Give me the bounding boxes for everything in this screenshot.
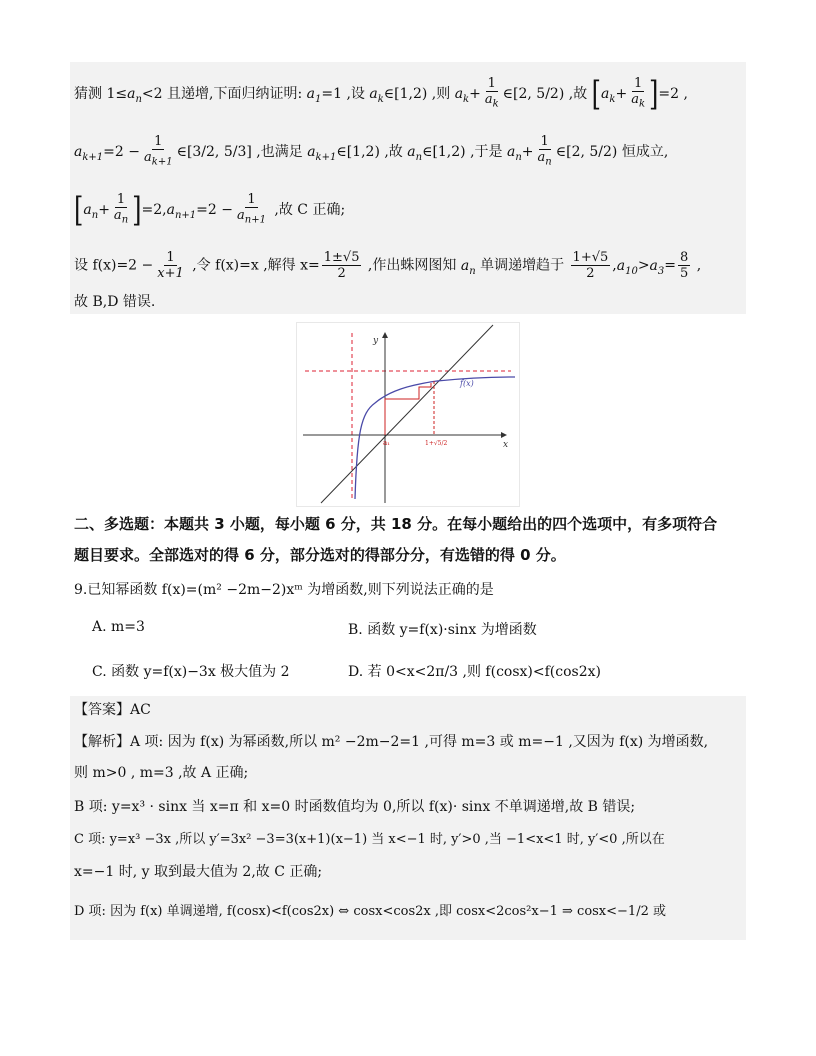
solution-line-3: [$a_n+$ $\frac{1}{a_n}$ ]$=2,a_{n+1}=2$ − $\frac{1}{a_{n+1}}$ ,故 C 正确; (74, 190, 346, 230)
identity-line (321, 325, 493, 503)
solution-line-2: $a_{k+1}=2$ − $\frac{1}{a_{k+1}}$ ∈[3/2, 5/3] ,也满足 $a_{k+1}\in[1,2)$ ,故 $a_n\in[1,2)$ ,于是 $a_n+$ $\frac{1}{a_n}$ ∈[2, 5/2) 恒成立, (74, 134, 669, 168)
answer-label: 【答案】AC (74, 702, 151, 718)
option-d: D. 若 0<x<2π/3 ,则 f(cosx)<f(cos2x) (348, 664, 601, 680)
solution-line-5: 故 B,D 错误. (74, 294, 156, 310)
section-heading-line-1: 二、多选题：本题共 3 小题，每小题 6 分，共 18 分。在每小题给出的四个选项中，有多项符合 (74, 515, 718, 533)
analysis-d: D 项: 因为 f(x) 单调递增, f(cosx)<f(cos2x) ⇔ cosx<cos2x ,即 cosx<2cos²x−1 ⇒ cosx<−1/2 或 (74, 904, 666, 919)
a1-label: a₁ (383, 439, 390, 447)
fraction: $\frac{1}{a_k}$ (484, 76, 499, 110)
analysis-b: B 项: y=x³ · sinx 当 x=π 和 x=0 时函数值均为 0,所以 f(x)· sinx 不单调递增,故 B 错误; (74, 799, 636, 815)
x-axis-arrow (501, 432, 507, 438)
option-a: A. m=3 (92, 619, 145, 635)
curve-label: f(x) (460, 379, 474, 388)
y-axis-label: y (373, 336, 379, 346)
analysis-a-line-1: 【解析】A 项: 因为 f(x) 为幂函数,所以 m² −2m−2=1 ,可得 m=3 或 m=−1 ,又因为 f(x) 为增函数, (74, 734, 709, 750)
solution-line-1: 猜测 $1\le a_n<2$ 且递增,下面归纳证明: $a_1=1$ ,设 $a_k\in[1,2)$ ,则 $a_k+$ $\frac{1}{a_k}$ ∈[2, 5/2) ,故 [$a_k+$ $\frac{1}{a_k}$ ]=2 , (74, 74, 688, 114)
fixed-point-label: 1+√5/2 (425, 440, 448, 447)
question-9-stem: 9.已知幂函数 f(x)=(m² −2m−2)xᵐ 为增函数,则下列说法正确的是 (74, 582, 494, 598)
function-curve (355, 377, 515, 499)
option-c: C. 函数 y=f(x)−3x 极大值为 2 (92, 664, 290, 680)
y-axis-arrow (382, 332, 388, 338)
analysis-c-line-2: x=−1 时, y 取到最大值为 2,故 C 正确; (74, 864, 323, 880)
x-axis-label: x (503, 440, 509, 450)
cobweb-graph (297, 323, 519, 506)
cobweb-path (385, 383, 431, 435)
section-heading-line-2: 题目要求。全部选对的得 6 分，部分选对的得部分分，有选错的得 0 分。 (74, 546, 566, 564)
option-b: B. 函数 y=f(x)·sinx 为增函数 (348, 622, 537, 638)
solution-line-4: 设 f(x)=2 − $\frac{1}{x+1}$ ,令 f(x)=x ,解得 x= $\frac{1\pm√5}{2}$ ,作出蛛网图知 $a_n$ 单调递增趋于 $\frac{1+√5}{2}$ $,a_{10}>a_3=$ $\frac{8}{5}$ , (74, 250, 702, 281)
analysis-a-line-2: 则 m>0 , m=3 ,故 A 正确; (74, 765, 249, 781)
analysis-label: 【解析】 (74, 734, 130, 750)
analysis-c-line-1: C 项: y=x³ −3x ,所以 y′=3x² −3=3(x+1)(x−1) 当 x<−1 时, y′>0 ,当 −1<x<1 时, y′<0 ,所以在 (74, 832, 665, 847)
cobweb-figure (296, 322, 520, 507)
